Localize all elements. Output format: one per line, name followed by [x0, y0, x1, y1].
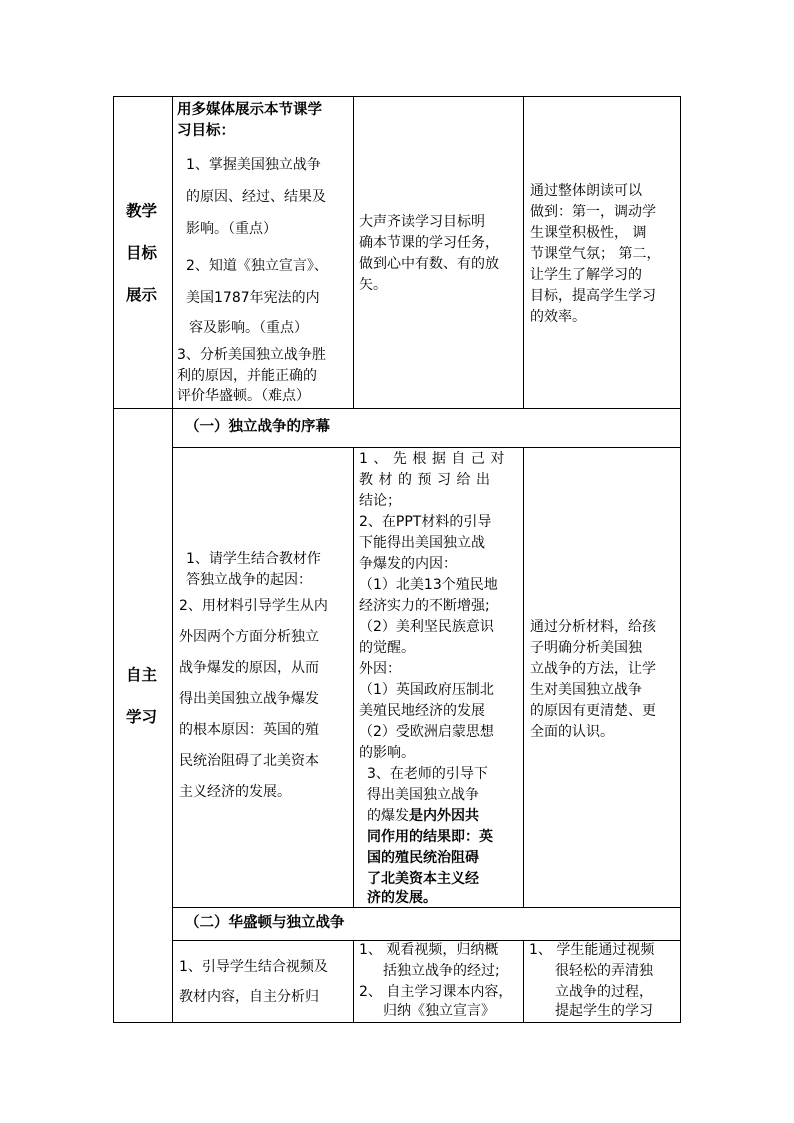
- table-top-border: [113, 96, 681, 97]
- row2-student-line14: （2）受欧洲启蒙思想: [359, 724, 494, 740]
- row1-intent-line6: 目标，提高学生学习: [530, 288, 656, 304]
- row2-teacher-line9: 主义经济的发展。: [179, 784, 291, 800]
- row2b-student-line4: 归纳《独立宣言》: [383, 1003, 495, 1019]
- col2-divider-r1: [353, 96, 354, 409]
- row1-intent-line7: 的效率。: [530, 309, 586, 325]
- row2-student-line6: 争爆发的内因：: [359, 556, 457, 572]
- row2b-intent-line1: 1、 学生能通过视频: [529, 942, 655, 958]
- row2-student-line10: 的觉醒。: [359, 640, 415, 656]
- row2b-teacher-line1: 1、引导学生结合视频及: [179, 959, 328, 975]
- row2-intent-line5: 的原因有更清楚、更: [530, 703, 656, 719]
- row1-label-line1: 教学: [126, 202, 158, 220]
- row2-intent-line6: 全面的认识。: [530, 724, 614, 740]
- row2-student-line11: 外因：: [359, 661, 401, 677]
- row2b-teacher-line2: 教材内容，自主分析归: [179, 989, 319, 1005]
- row1-intent-line3: 生课堂积极性， 调: [530, 225, 647, 241]
- row1-intent-line5: 让学生了解学习的: [530, 267, 642, 283]
- row1-label-line2: 目标: [126, 244, 158, 262]
- row2-student-line4: 2、在PPT材料的引导: [359, 514, 492, 530]
- row2b-intent-line2: 很轻松的弄清独: [555, 963, 653, 979]
- row1-intro-line1: 用多媒体展示本节课学: [177, 102, 322, 118]
- row2-teacher-line7: 的根本原因：英国的殖: [179, 722, 319, 738]
- row2-student-line17: 得出美国独立战争: [367, 787, 479, 803]
- row2-student-line3: 结论；: [359, 493, 401, 509]
- row1-student-line4: 矢。: [359, 277, 387, 293]
- row1-goal3-line1: 3、分析美国独立战争胜: [177, 347, 326, 363]
- section1-heading: （一）独立战争的序幕: [185, 419, 330, 435]
- row2-student-line2: 教材的预习给出: [359, 472, 496, 488]
- row2-student-bold-line3: 国的殖民统治阻碍: [367, 850, 479, 866]
- row1-intent-line1: 通过整体朗读可以: [530, 183, 642, 199]
- row2-teacher-line4: 外因两个方面分析独立: [179, 629, 319, 645]
- row2-student-line8: 经济实力的不断增强;: [359, 598, 490, 614]
- table-right-border: [680, 96, 681, 1023]
- row2-student-line18: 的爆发: [367, 808, 409, 824]
- row2b-student-line2: 括独立战争的经过;: [383, 963, 500, 979]
- row1-intent-line2: 做到：第一，调动学: [530, 204, 656, 220]
- row2-student-line13: 美殖民地经济的发展: [359, 703, 485, 719]
- col1-divider: [172, 96, 173, 1023]
- row2b-student-line3: 2、 自主学习课本内容，: [359, 984, 513, 1000]
- row2-student-line12: （1）英国政府压制北: [359, 682, 494, 698]
- col2-divider-r2b: [353, 940, 354, 1023]
- row1-goal-line3: 影响。（重点）: [186, 221, 277, 237]
- row2-student-bold-line4: 了北美资本主义经: [367, 871, 479, 887]
- row2-intent-line4: 生对美国独立战争: [530, 682, 642, 698]
- row2-student-bold-line5: 济的发展。: [367, 890, 437, 906]
- row2-intent-line2: 子明确分析美国独: [530, 640, 642, 656]
- row1-student-line1: 大声齐读学习目标明: [359, 214, 485, 230]
- row2-label-line1: 自主: [126, 666, 158, 684]
- row1-goal-line4: 2、知道《独立宣言》、: [186, 258, 328, 274]
- row2-student-line15: 的影响。: [359, 745, 415, 761]
- row1-goal3-line3: 评价华盛顿。（难点）: [177, 388, 310, 404]
- col2-divider-r2a: [353, 447, 354, 908]
- col3-divider-r1: [523, 96, 524, 409]
- row1-intent-line4: 节课堂气氛； 第二，: [530, 246, 661, 262]
- row2-intent-line1: 通过分析材料，给孩: [530, 619, 656, 635]
- col3-divider-r2b: [523, 940, 524, 1023]
- row2-intent-line3: 立战争的方法，让学: [530, 661, 656, 677]
- row2-student-line16: 3、在老师的引导下: [367, 766, 488, 782]
- row2-student-line9: （2）美利坚民族意识: [359, 619, 494, 635]
- row2-teacher-line2: 答独立战争的起因：: [186, 572, 312, 588]
- row2-teacher-line3: 2、用材料引导学生从内: [179, 598, 328, 614]
- col3-divider-r2a: [523, 447, 524, 908]
- row1-label-line3: 展示: [126, 286, 158, 304]
- row2-teacher-line1: 1、请学生结合教材作: [186, 551, 321, 567]
- row2-teacher-line8: 民统治阻碍了北美资本: [179, 753, 319, 769]
- row2-student-bold-line1: 是内外因共: [409, 808, 479, 824]
- row1-intro-line2: 习目标：: [177, 123, 235, 139]
- row2-teacher-line5: 战争爆发的原因，从而: [179, 660, 319, 676]
- row2-student-line5: 下能得出美国独立战: [359, 535, 485, 551]
- row2b-intent-line4: 提起学生的学习: [555, 1003, 653, 1019]
- row1-student-line2: 确本节课的学习任务，: [359, 235, 499, 251]
- table-left-border: [113, 96, 114, 1023]
- table-bottom-border: [113, 1022, 681, 1023]
- row2-teacher-line6: 得出美国独立战争爆发: [179, 691, 319, 707]
- row1-goal-line2: 的原因、经过、结果及: [186, 189, 326, 205]
- row2b-intent-line3: 立战争的过程，: [555, 984, 653, 1000]
- row1-bottom-border: [113, 408, 681, 409]
- row1-goal-line6: 容及影响。（重点）: [189, 320, 308, 336]
- section2-heading: （二）华盛顿与独立战争: [185, 915, 345, 931]
- row2b-student-line1: 1、 观看视频，归纳概: [359, 942, 499, 958]
- row2-student-bold-line2: 同作用的结果即：英: [367, 829, 493, 845]
- row1-student-line3: 做到心中有数、有的放: [359, 256, 499, 272]
- section1-bottom-border: [172, 447, 681, 448]
- row2-student-line7: （1）北美13个殖民地: [359, 577, 498, 593]
- row1-goal-line5: 美国1787年宪法的内: [186, 290, 320, 306]
- row1-goal-line1: 1、掌握美国独立战争: [186, 157, 321, 173]
- row2-student-line1: 1、先根据自己对: [359, 451, 510, 467]
- row1-goal3-line2: 利的原因，并能正确的: [177, 368, 317, 384]
- row2-label-line2: 学习: [126, 708, 158, 726]
